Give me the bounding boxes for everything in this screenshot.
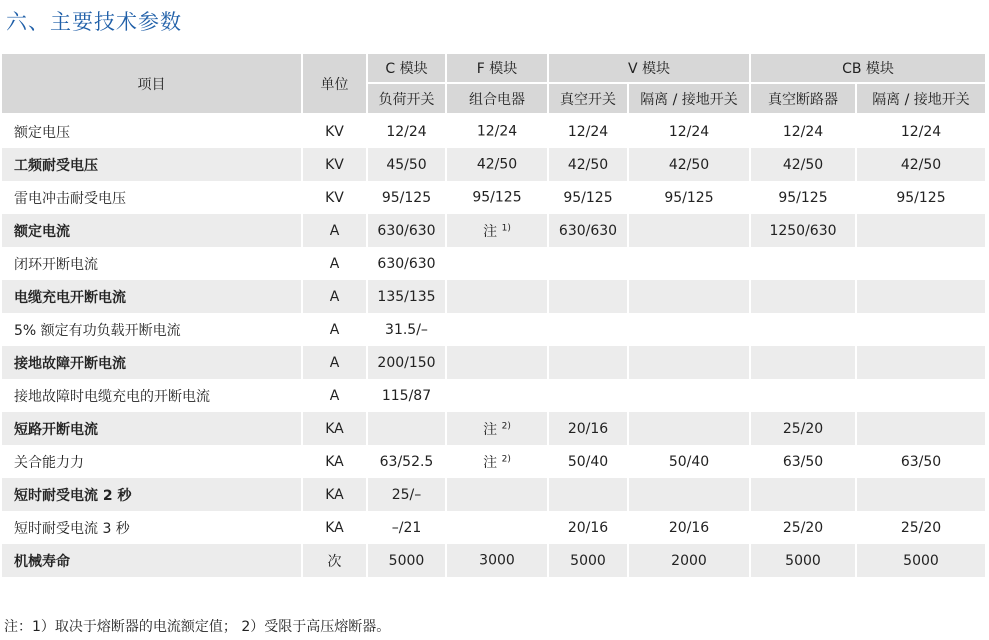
value-cell xyxy=(750,346,856,379)
value-cell xyxy=(548,379,628,412)
table-row xyxy=(2,544,985,577)
unit-cell: KV xyxy=(302,148,367,181)
unit-cell: KV xyxy=(302,181,367,214)
value-cell: 630/630 xyxy=(367,214,446,247)
value-cell: 95/125 xyxy=(628,181,750,214)
value-cell xyxy=(856,379,985,412)
unit-cell: A xyxy=(302,247,367,280)
value-text: 42/50 xyxy=(476,156,518,173)
value-cell xyxy=(856,478,985,511)
header-sub: 真空开关 xyxy=(548,83,628,114)
value-cell xyxy=(548,280,628,313)
value-cell xyxy=(750,247,856,280)
value-cell: 45/50 xyxy=(367,148,446,181)
value-cell xyxy=(446,412,548,445)
value-cell xyxy=(548,346,628,379)
value-cell xyxy=(856,313,985,346)
value-cell xyxy=(446,280,548,313)
table-row xyxy=(2,181,985,214)
table-row xyxy=(2,379,985,412)
row-label: 接地故障时电缆充电的开断电流 xyxy=(2,379,302,412)
value-cell: 50/40 xyxy=(628,445,750,478)
header-sub: 负荷开关 xyxy=(367,83,446,114)
value-cell xyxy=(446,379,548,412)
footnote-ref: 2) xyxy=(501,420,511,431)
unit-cell: A xyxy=(302,379,367,412)
header-sub: 隔离 / 接地开关 xyxy=(856,83,985,114)
value-cell xyxy=(446,313,548,346)
value-cell xyxy=(628,478,750,511)
value-cell: 12/24 xyxy=(548,114,628,148)
value-cell xyxy=(750,313,856,346)
value-cell: 25/– xyxy=(367,478,446,511)
value-cell xyxy=(856,247,985,280)
value-cell: 95/125 xyxy=(750,181,856,214)
value-cell xyxy=(446,114,548,148)
footnote: 注：1）取决于熔断器的电流额定值； 2）受限于高压熔断器。 xyxy=(4,619,391,635)
row-label: 额定电流 xyxy=(2,214,302,247)
row-label: 短时耐受电流 2 秒 xyxy=(2,478,302,511)
value-cell xyxy=(856,346,985,379)
table-row xyxy=(2,280,985,313)
value-cell xyxy=(548,478,628,511)
row-label: 工频耐受电压 xyxy=(2,148,302,181)
value-cell: 20/16 xyxy=(548,412,628,445)
value-cell: 63/50 xyxy=(900,453,942,470)
table-row xyxy=(2,247,985,280)
value-cell: 115/87 xyxy=(367,379,446,412)
table-row xyxy=(2,478,985,511)
value-cell xyxy=(446,148,548,181)
value-cell xyxy=(446,445,548,478)
unit-cell: KA xyxy=(302,478,367,511)
value-cell: 42/50 xyxy=(750,148,856,181)
value-cell: 63/50 xyxy=(750,445,856,478)
row-label: 电缆充电开断电流 xyxy=(2,280,302,313)
header-group-c: C 模块 xyxy=(367,54,446,83)
value-cell xyxy=(548,247,628,280)
unit-cell: A xyxy=(302,346,367,379)
value-cell xyxy=(628,313,750,346)
value-cell: 25/20 xyxy=(750,412,856,445)
value-cell: 20/16 xyxy=(548,511,628,544)
row-label: 关合能力力 xyxy=(2,445,302,478)
value-cell: 630/630 xyxy=(548,214,628,247)
table-row xyxy=(2,114,985,148)
row-label: 闭环开断电流 xyxy=(2,247,302,280)
value-cell: 25/20 xyxy=(900,519,942,536)
row-label: 雷电冲击耐受电压 xyxy=(2,181,302,214)
table-row xyxy=(2,214,985,247)
value-cell xyxy=(628,247,750,280)
value-cell xyxy=(750,379,856,412)
spec-table xyxy=(2,54,985,577)
row-label: 额定电压 xyxy=(2,114,302,148)
footnote-ref: 2) xyxy=(501,453,511,464)
value-cell xyxy=(628,214,750,247)
table-body xyxy=(2,114,985,577)
value-text: 3000 xyxy=(479,552,515,569)
value-cell: 5000 xyxy=(856,544,985,577)
value-cell: –/21 xyxy=(367,511,446,544)
unit-cell: KA xyxy=(302,445,367,478)
row-label: 接地故障开断电流 xyxy=(2,346,302,379)
header-unit: 单位 xyxy=(302,54,367,114)
value-cell xyxy=(446,181,548,214)
value-cell: 25/20 xyxy=(750,511,856,544)
value-cell xyxy=(628,412,750,445)
value-cell: 5000 xyxy=(750,544,856,577)
value-cell: 20/16 xyxy=(628,511,750,544)
unit-cell: KV xyxy=(302,114,367,148)
value-text: 12/24 xyxy=(476,123,518,140)
page-title: 六、主要技术参数 xyxy=(6,10,182,34)
header-sub: 组合电器 xyxy=(446,83,548,114)
value-cell: 1250/630 xyxy=(750,214,856,247)
table-row xyxy=(2,412,985,445)
header-item: 项目 xyxy=(2,54,302,114)
unit-cell: KA xyxy=(302,412,367,445)
value-cell xyxy=(446,544,548,577)
unit-cell: 次 xyxy=(302,544,367,577)
value-cell: 200/150 xyxy=(367,346,446,379)
value-cell: 12/24 xyxy=(628,114,750,148)
footnote-ref: 1) xyxy=(501,222,511,233)
unit-cell: A xyxy=(302,214,367,247)
header-sub: 隔离 / 接地开关 xyxy=(628,83,750,114)
value-text: 注 xyxy=(483,454,498,471)
value-cell: 12/24 xyxy=(750,114,856,148)
table-row xyxy=(2,511,985,544)
table-row xyxy=(2,148,985,181)
value-cell xyxy=(628,379,750,412)
value-cell xyxy=(446,346,548,379)
value-cell: 95/125 xyxy=(367,181,446,214)
value-cell xyxy=(856,280,985,313)
header-group-cb: CB 模块 xyxy=(750,54,985,83)
value-text: 注 xyxy=(483,223,498,240)
row-label: 短时耐受电流 3 秒 xyxy=(2,511,302,544)
value-cell xyxy=(628,346,750,379)
value-cell: 12/24 xyxy=(900,123,942,140)
value-cell xyxy=(367,412,446,445)
value-cell: 5000 xyxy=(548,544,628,577)
header-group-f: F 模块 xyxy=(446,54,548,83)
value-cell: 95/125 xyxy=(896,189,946,206)
value-cell: 135/135 xyxy=(367,280,446,313)
value-cell: 12/24 xyxy=(367,114,446,148)
value-cell: 42/50 xyxy=(548,148,628,181)
value-cell xyxy=(446,511,548,544)
value-cell xyxy=(856,214,985,247)
value-cell: 42/50 xyxy=(628,148,750,181)
value-cell xyxy=(628,280,750,313)
value-text: 95/125 xyxy=(472,189,522,206)
unit-cell: A xyxy=(302,280,367,313)
row-label: 机械寿命 xyxy=(2,544,302,577)
table-row xyxy=(2,346,985,379)
value-cell: 2000 xyxy=(628,544,750,577)
value-cell xyxy=(856,412,985,445)
value-cell: 5000 xyxy=(367,544,446,577)
value-cell: 630/630 xyxy=(367,247,446,280)
value-cell xyxy=(750,280,856,313)
value-text: 注 xyxy=(483,421,498,438)
table-row xyxy=(2,445,985,478)
value-cell xyxy=(446,247,548,280)
value-cell: 63/52.5 xyxy=(367,445,446,478)
value-cell xyxy=(446,478,548,511)
header-sub: 真空断路器 xyxy=(750,83,856,114)
unit-cell: A xyxy=(302,313,367,346)
table-row xyxy=(2,313,985,346)
value-cell xyxy=(750,478,856,511)
row-label: 5% 额定有功负载开断电流 xyxy=(2,313,302,346)
row-label: 短路开断电流 xyxy=(2,412,302,445)
header-group-v: V 模块 xyxy=(548,54,750,83)
value-cell: 50/40 xyxy=(548,445,628,478)
value-cell: 31.5/– xyxy=(367,313,446,346)
value-cell: 95/125 xyxy=(548,181,628,214)
value-cell xyxy=(446,214,548,247)
value-cell xyxy=(548,313,628,346)
unit-cell: KA xyxy=(302,511,367,544)
value-cell: 42/50 xyxy=(856,148,985,181)
